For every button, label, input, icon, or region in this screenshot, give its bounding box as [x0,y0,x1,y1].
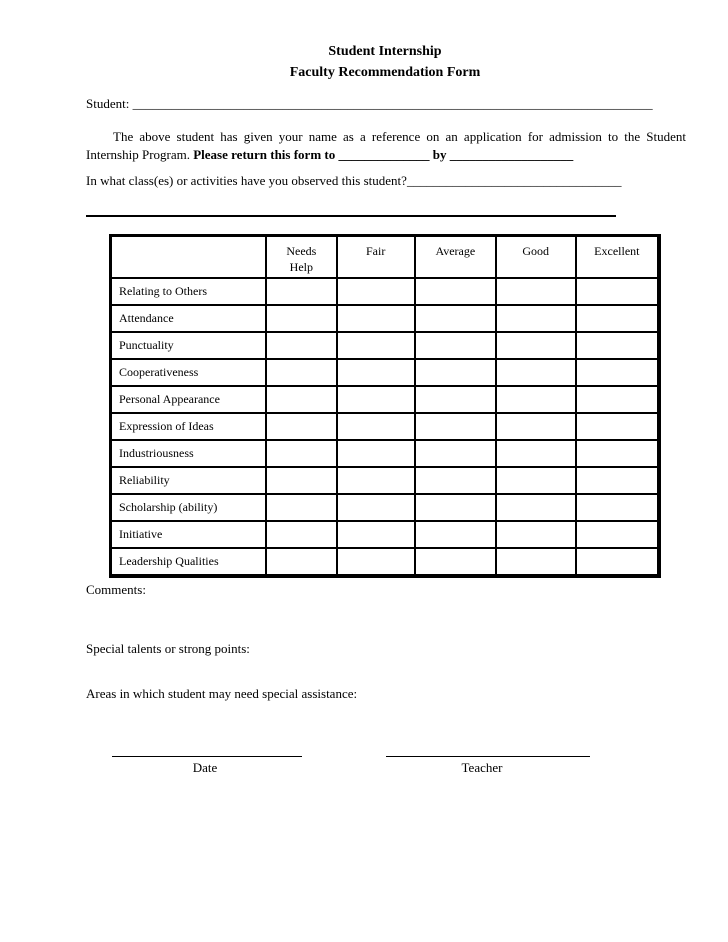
rating-cell-excellent[interactable] [576,494,658,521]
rating-cell-excellent[interactable] [576,467,658,494]
rating-cell-good[interactable] [496,386,576,413]
date-label: Date [192,760,218,775]
rating-cell-fair[interactable] [337,332,415,359]
table-row [111,494,658,521]
rating-cell-needs-help[interactable] [266,413,336,440]
rating-cell-average[interactable] [415,548,496,575]
rating-cell-needs-help[interactable] [266,305,336,332]
criterion-label: Attendance [111,305,266,332]
criterion-label: Expression of Ideas [111,413,266,440]
rating-cell-needs-help[interactable] [266,278,336,305]
criterion-label: Initiative [111,521,266,548]
criterion-label: Industriousness [111,440,266,467]
classes-observed-field[interactable]: In what class(es) or activities have you observed this student?_________________________________ [86,173,622,188]
table-row [111,413,658,440]
criterion-label: Personal Appearance [111,386,266,413]
rating-cell-good[interactable] [496,413,576,440]
rating-cell-needs-help[interactable] [266,359,336,386]
comments-label: Comments: [86,582,146,597]
table-row [111,278,658,305]
criterion-label: Punctuality [111,332,266,359]
table-row [111,359,658,386]
rating-cell-fair[interactable] [337,359,415,386]
rating-cell-excellent[interactable] [576,305,658,332]
rating-cell-good[interactable] [496,278,576,305]
header-good: Good [496,236,576,278]
rating-cell-good[interactable] [496,521,576,548]
rating-table-header [111,236,658,278]
assistance-label: Areas in which student may need special assistance: [86,686,358,701]
rating-cell-fair[interactable] [337,413,415,440]
date-signature-line[interactable] [112,756,302,757]
rating-cell-fair[interactable] [337,467,415,494]
teacher-signature-line[interactable] [386,756,590,757]
form-subtitle: Faculty Recommendation Form [289,65,481,80]
rating-cell-fair[interactable] [337,521,415,548]
header-fair: Fair [337,236,415,278]
rating-cell-good[interactable] [496,359,576,386]
criterion-label: Relating to Others [111,278,266,305]
rating-cell-excellent[interactable] [576,440,658,467]
criterion-label: Scholarship (ability) [111,494,266,521]
rating-cell-good[interactable] [496,467,576,494]
form-title: Student Internship [328,44,442,59]
rating-cell-excellent[interactable] [576,548,658,575]
intro-line-2-plain: Internship Program. [86,147,194,162]
rating-cell-needs-help[interactable] [266,467,336,494]
rating-cell-excellent[interactable] [576,413,658,440]
table-row [111,386,658,413]
rating-cell-needs-help[interactable] [266,386,336,413]
rating-cell-average[interactable] [415,305,496,332]
rating-cell-good[interactable] [496,440,576,467]
rating-cell-fair[interactable] [337,548,415,575]
rating-cell-needs-help[interactable] [266,548,336,575]
answer-line[interactable] [86,215,616,217]
rating-cell-needs-help[interactable] [266,521,336,548]
header-needs-help-label: Needs Help [286,244,317,274]
rating-cell-fair[interactable] [337,386,415,413]
table-row [111,440,658,467]
rating-cell-excellent[interactable] [576,278,658,305]
header-blank [111,236,266,278]
rating-cell-needs-help[interactable] [266,332,336,359]
rating-cell-excellent[interactable] [576,386,658,413]
criterion-label: Leadership Qualities [111,548,266,575]
rating-cell-excellent[interactable] [576,521,658,548]
rating-cell-average[interactable] [415,521,496,548]
student-name-field[interactable]: Student: ________________________________________________________________________________ [86,96,653,111]
rating-cell-average[interactable] [415,332,496,359]
rating-cell-fair[interactable] [337,278,415,305]
criterion-label: Reliability [111,467,266,494]
intro-paragraph [86,128,686,164]
intro-line-1: The above student has given your name as a reference on an application for admission to the Student [113,129,686,144]
teacher-label: Teacher [461,760,503,775]
header-needs-help [266,236,336,278]
talents-label: Special talents or strong points: [86,641,250,656]
rating-cell-fair[interactable] [337,440,415,467]
header-average: Average [415,236,496,278]
return-instructions[interactable]: Please return this form to ______________ by ___________________ [193,147,574,162]
rating-table [109,234,661,578]
rating-cell-good[interactable] [496,332,576,359]
rating-cell-excellent[interactable] [576,332,658,359]
table-row [111,521,658,548]
rating-cell-average[interactable] [415,494,496,521]
table-row [111,305,658,332]
rating-cell-average[interactable] [415,467,496,494]
rating-cell-average[interactable] [415,413,496,440]
header-excellent: Excellent [576,236,658,278]
rating-cell-average[interactable] [415,278,496,305]
rating-cell-needs-help[interactable] [266,494,336,521]
rating-cell-average[interactable] [415,386,496,413]
criterion-label: Cooperativeness [111,359,266,386]
table-row [111,548,658,575]
rating-cell-fair[interactable] [337,494,415,521]
rating-cell-excellent[interactable] [576,359,658,386]
table-row [111,332,658,359]
rating-cell-good[interactable] [496,494,576,521]
rating-cell-good[interactable] [496,548,576,575]
rating-cell-average[interactable] [415,440,496,467]
rating-cell-fair[interactable] [337,305,415,332]
rating-cell-needs-help[interactable] [266,440,336,467]
table-row [111,467,658,494]
rating-cell-average[interactable] [415,359,496,386]
rating-cell-good[interactable] [496,305,576,332]
